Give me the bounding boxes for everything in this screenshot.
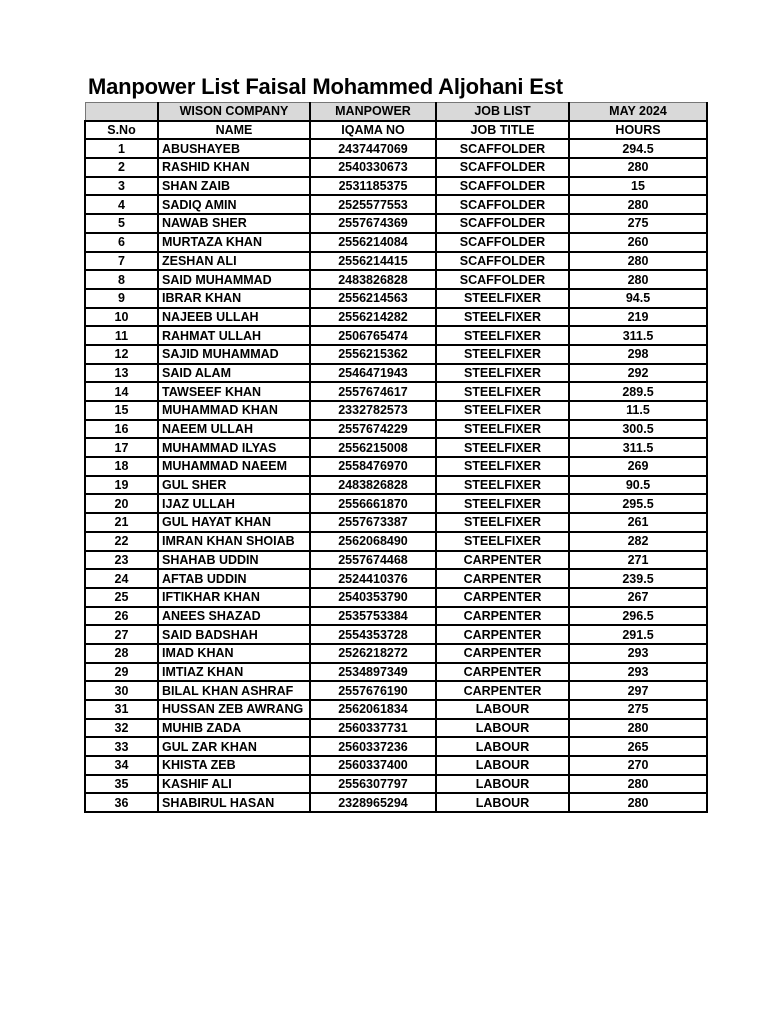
cell-sno: 21 bbox=[85, 513, 158, 532]
table-row bbox=[85, 420, 707, 439]
cell-hours: 297 bbox=[569, 681, 707, 700]
cell-iqama: 2556214282 bbox=[310, 308, 436, 327]
table-row bbox=[85, 588, 707, 607]
cell-job-title: STEELFIXER bbox=[436, 345, 569, 364]
cell-hours: 219 bbox=[569, 308, 707, 327]
cell-job-title: STEELFIXER bbox=[436, 382, 569, 401]
cell-job-title: SCAFFOLDER bbox=[436, 195, 569, 214]
cell-name: ANEES SHAZAD bbox=[158, 607, 310, 626]
table-row bbox=[85, 625, 707, 644]
cell-job-title: SCAFFOLDER bbox=[436, 214, 569, 233]
cell-sno: 20 bbox=[85, 494, 158, 513]
cell-iqama: 2556214084 bbox=[310, 233, 436, 252]
cell-iqama: 2558476970 bbox=[310, 457, 436, 476]
table-row bbox=[85, 551, 707, 570]
cell-name: GUL ZAR KHAN bbox=[158, 737, 310, 756]
cell-name: MURTAZA KHAN bbox=[158, 233, 310, 252]
cell-sno: 26 bbox=[85, 607, 158, 626]
table-row bbox=[85, 345, 707, 364]
cell-sno: 17 bbox=[85, 438, 158, 457]
cell-hours: 267 bbox=[569, 588, 707, 607]
cell-hours: 270 bbox=[569, 756, 707, 775]
cell-name: KHISTA ZEB bbox=[158, 756, 310, 775]
cell-name: IMAD KHAN bbox=[158, 644, 310, 663]
cell-name: SAJID MUHAMMAD bbox=[158, 345, 310, 364]
cell-name: NAJEEB ULLAH bbox=[158, 308, 310, 327]
cell-iqama: 2557674229 bbox=[310, 420, 436, 439]
cell-name: ZESHAN ALI bbox=[158, 252, 310, 271]
cell-sno: 3 bbox=[85, 177, 158, 196]
cell-job-title: LABOUR bbox=[436, 700, 569, 719]
cell-sno: 7 bbox=[85, 252, 158, 271]
cell-sno: 14 bbox=[85, 382, 158, 401]
cell-iqama: 2332782573 bbox=[310, 401, 436, 420]
cell-name: SHABIRUL HASAN bbox=[158, 793, 310, 812]
table-row bbox=[85, 457, 707, 476]
cell-hours: 280 bbox=[569, 158, 707, 177]
cell-hours: 269 bbox=[569, 457, 707, 476]
cell-sno: 4 bbox=[85, 195, 158, 214]
top-header-cell-job-list: JOB LIST bbox=[436, 103, 569, 121]
cell-sno: 24 bbox=[85, 569, 158, 588]
cell-sno: 8 bbox=[85, 270, 158, 289]
cell-iqama: 2557676190 bbox=[310, 681, 436, 700]
top-header-cell-company: WISON COMPANY bbox=[158, 103, 310, 121]
cell-name: ABUSHAYEB bbox=[158, 139, 310, 158]
cell-sno: 34 bbox=[85, 756, 158, 775]
cell-hours: 275 bbox=[569, 214, 707, 233]
table-row bbox=[85, 719, 707, 738]
cell-sno: 22 bbox=[85, 532, 158, 551]
column-header-hours: HOURS bbox=[569, 121, 707, 140]
cell-name: MUHAMMAD NAEEM bbox=[158, 457, 310, 476]
table-row bbox=[85, 644, 707, 663]
cell-name: RAHMAT ULLAH bbox=[158, 326, 310, 345]
table-row bbox=[85, 663, 707, 682]
cell-iqama: 2556214415 bbox=[310, 252, 436, 271]
table-row bbox=[85, 308, 707, 327]
cell-hours: 271 bbox=[569, 551, 707, 570]
cell-sno: 28 bbox=[85, 644, 158, 663]
cell-hours: 298 bbox=[569, 345, 707, 364]
cell-hours: 291.5 bbox=[569, 625, 707, 644]
cell-name: MUHAMMAD ILYAS bbox=[158, 438, 310, 457]
table-row bbox=[85, 158, 707, 177]
cell-sno: 31 bbox=[85, 700, 158, 719]
cell-hours: 292 bbox=[569, 364, 707, 383]
cell-name: NAWAB SHER bbox=[158, 214, 310, 233]
cell-iqama: 2525577553 bbox=[310, 195, 436, 214]
table-row bbox=[85, 270, 707, 289]
cell-iqama: 2483826828 bbox=[310, 476, 436, 495]
cell-hours: 280 bbox=[569, 793, 707, 812]
cell-iqama: 2557673387 bbox=[310, 513, 436, 532]
cell-job-title: STEELFIXER bbox=[436, 308, 569, 327]
table-row bbox=[85, 681, 707, 700]
cell-iqama: 2556215008 bbox=[310, 438, 436, 457]
cell-sno: 35 bbox=[85, 775, 158, 794]
cell-job-title: LABOUR bbox=[436, 775, 569, 794]
cell-iqama: 2556214563 bbox=[310, 289, 436, 308]
table-row bbox=[85, 700, 707, 719]
cell-name: SHAHAB UDDIN bbox=[158, 551, 310, 570]
cell-hours: 300.5 bbox=[569, 420, 707, 439]
cell-sno: 23 bbox=[85, 551, 158, 570]
table-row bbox=[85, 382, 707, 401]
cell-name: GUL HAYAT KHAN bbox=[158, 513, 310, 532]
cell-job-title: SCAFFOLDER bbox=[436, 233, 569, 252]
cell-job-title: CARPENTER bbox=[436, 625, 569, 644]
cell-name: IFTIKHAR KHAN bbox=[158, 588, 310, 607]
cell-job-title: SCAFFOLDER bbox=[436, 158, 569, 177]
cell-job-title: LABOUR bbox=[436, 719, 569, 738]
cell-sno: 27 bbox=[85, 625, 158, 644]
table-row bbox=[85, 438, 707, 457]
cell-sno: 32 bbox=[85, 719, 158, 738]
cell-sno: 16 bbox=[85, 420, 158, 439]
cell-job-title: STEELFIXER bbox=[436, 326, 569, 345]
cell-iqama: 2557674369 bbox=[310, 214, 436, 233]
table-row bbox=[85, 364, 707, 383]
cell-iqama: 2328965294 bbox=[310, 793, 436, 812]
cell-iqama: 2557674617 bbox=[310, 382, 436, 401]
cell-hours: 275 bbox=[569, 700, 707, 719]
cell-iqama: 2560337731 bbox=[310, 719, 436, 738]
cell-sno: 13 bbox=[85, 364, 158, 383]
cell-sno: 11 bbox=[85, 326, 158, 345]
cell-job-title: CARPENTER bbox=[436, 569, 569, 588]
cell-hours: 289.5 bbox=[569, 382, 707, 401]
cell-iqama: 2483826828 bbox=[310, 270, 436, 289]
cell-job-title: STEELFIXER bbox=[436, 494, 569, 513]
cell-sno: 1 bbox=[85, 139, 158, 158]
cell-iqama: 2531185375 bbox=[310, 177, 436, 196]
cell-job-title: STEELFIXER bbox=[436, 401, 569, 420]
cell-job-title: STEELFIXER bbox=[436, 476, 569, 495]
table-row bbox=[85, 401, 707, 420]
cell-name: IMRAN KHAN SHOIAB bbox=[158, 532, 310, 551]
cell-sno: 25 bbox=[85, 588, 158, 607]
table-row bbox=[85, 737, 707, 756]
cell-name: SADIQ AMIN bbox=[158, 195, 310, 214]
cell-name: SAID MUHAMMAD bbox=[158, 270, 310, 289]
column-header-job-title: JOB TITLE bbox=[436, 121, 569, 140]
cell-sno: 15 bbox=[85, 401, 158, 420]
cell-job-title: STEELFIXER bbox=[436, 513, 569, 532]
table-top-header-row bbox=[85, 103, 707, 121]
cell-iqama: 2526218272 bbox=[310, 644, 436, 663]
cell-iqama: 2524410376 bbox=[310, 569, 436, 588]
cell-name: GUL SHER bbox=[158, 476, 310, 495]
cell-name: MUHIB ZADA bbox=[158, 719, 310, 738]
table-row bbox=[85, 195, 707, 214]
cell-iqama: 2437447069 bbox=[310, 139, 436, 158]
cell-hours: 296.5 bbox=[569, 607, 707, 626]
cell-job-title: LABOUR bbox=[436, 793, 569, 812]
cell-job-title: SCAFFOLDER bbox=[436, 139, 569, 158]
cell-name: IJAZ ULLAH bbox=[158, 494, 310, 513]
table-row bbox=[85, 532, 707, 551]
manpower-table bbox=[84, 102, 708, 813]
cell-name: RASHID KHAN bbox=[158, 158, 310, 177]
cell-sno: 12 bbox=[85, 345, 158, 364]
column-header-name: NAME bbox=[158, 121, 310, 140]
cell-hours: 294.5 bbox=[569, 139, 707, 158]
cell-iqama: 2560337400 bbox=[310, 756, 436, 775]
page-title: Manpower List Faisal Mohammed Aljohani Est bbox=[88, 74, 563, 99]
cell-job-title: CARPENTER bbox=[436, 663, 569, 682]
top-header-cell-blank bbox=[85, 103, 158, 121]
cell-sno: 18 bbox=[85, 457, 158, 476]
table-row bbox=[85, 326, 707, 345]
cell-job-title: STEELFIXER bbox=[436, 289, 569, 308]
cell-iqama: 2562068490 bbox=[310, 532, 436, 551]
cell-job-title: CARPENTER bbox=[436, 681, 569, 700]
cell-iqama: 2506765474 bbox=[310, 326, 436, 345]
cell-sno: 2 bbox=[85, 158, 158, 177]
cell-iqama: 2557674468 bbox=[310, 551, 436, 570]
cell-iqama: 2556215362 bbox=[310, 345, 436, 364]
table-row bbox=[85, 756, 707, 775]
cell-iqama: 2535753384 bbox=[310, 607, 436, 626]
cell-job-title: STEELFIXER bbox=[436, 532, 569, 551]
table-row bbox=[85, 214, 707, 233]
cell-iqama: 2562061834 bbox=[310, 700, 436, 719]
cell-name: SHAN ZAIB bbox=[158, 177, 310, 196]
table-body bbox=[85, 139, 707, 812]
table-row bbox=[85, 252, 707, 271]
cell-name: SAID BADSHAH bbox=[158, 625, 310, 644]
cell-job-title: STEELFIXER bbox=[436, 420, 569, 439]
cell-hours: 282 bbox=[569, 532, 707, 551]
cell-job-title: SCAFFOLDER bbox=[436, 252, 569, 271]
cell-iqama: 2540330673 bbox=[310, 158, 436, 177]
cell-name: KASHIF ALI bbox=[158, 775, 310, 794]
cell-job-title: SCAFFOLDER bbox=[436, 270, 569, 289]
cell-sno: 36 bbox=[85, 793, 158, 812]
cell-hours: 94.5 bbox=[569, 289, 707, 308]
cell-name: AFTAB UDDIN bbox=[158, 569, 310, 588]
table-row bbox=[85, 177, 707, 196]
cell-iqama: 2534897349 bbox=[310, 663, 436, 682]
cell-job-title: CARPENTER bbox=[436, 551, 569, 570]
cell-hours: 11.5 bbox=[569, 401, 707, 420]
cell-job-title: CARPENTER bbox=[436, 607, 569, 626]
cell-hours: 90.5 bbox=[569, 476, 707, 495]
table-column-header-row bbox=[85, 121, 707, 140]
table-row bbox=[85, 607, 707, 626]
cell-sno: 30 bbox=[85, 681, 158, 700]
cell-job-title: CARPENTER bbox=[436, 644, 569, 663]
cell-hours: 280 bbox=[569, 195, 707, 214]
cell-name: SAID ALAM bbox=[158, 364, 310, 383]
cell-hours: 280 bbox=[569, 252, 707, 271]
cell-name: IBRAR KHAN bbox=[158, 289, 310, 308]
cell-hours: 261 bbox=[569, 513, 707, 532]
column-header-iqama: IQAMA NO bbox=[310, 121, 436, 140]
cell-hours: 260 bbox=[569, 233, 707, 252]
cell-hours: 293 bbox=[569, 644, 707, 663]
cell-job-title: LABOUR bbox=[436, 737, 569, 756]
cell-hours: 311.5 bbox=[569, 326, 707, 345]
cell-iqama: 2556661870 bbox=[310, 494, 436, 513]
cell-job-title: STEELFIXER bbox=[436, 438, 569, 457]
table-row bbox=[85, 513, 707, 532]
cell-name: NAEEM ULLAH bbox=[158, 420, 310, 439]
cell-job-title: LABOUR bbox=[436, 756, 569, 775]
cell-job-title: STEELFIXER bbox=[436, 457, 569, 476]
table-row bbox=[85, 793, 707, 812]
cell-job-title: STEELFIXER bbox=[436, 364, 569, 383]
cell-hours: 295.5 bbox=[569, 494, 707, 513]
table-row bbox=[85, 494, 707, 513]
cell-iqama: 2556307797 bbox=[310, 775, 436, 794]
cell-iqama: 2546471943 bbox=[310, 364, 436, 383]
cell-iqama: 2554353728 bbox=[310, 625, 436, 644]
cell-iqama: 2540353790 bbox=[310, 588, 436, 607]
cell-iqama: 2560337236 bbox=[310, 737, 436, 756]
top-header-cell-month: MAY 2024 bbox=[569, 103, 707, 121]
cell-hours: 15 bbox=[569, 177, 707, 196]
cell-sno: 9 bbox=[85, 289, 158, 308]
cell-hours: 280 bbox=[569, 719, 707, 738]
column-header-sno: S.No bbox=[85, 121, 158, 140]
cell-sno: 5 bbox=[85, 214, 158, 233]
cell-job-title: CARPENTER bbox=[436, 588, 569, 607]
cell-sno: 6 bbox=[85, 233, 158, 252]
cell-name: HUSSAN ZEB AWRANG bbox=[158, 700, 310, 719]
cell-name: TAWSEEF KHAN bbox=[158, 382, 310, 401]
cell-hours: 239.5 bbox=[569, 569, 707, 588]
cell-hours: 280 bbox=[569, 270, 707, 289]
cell-sno: 33 bbox=[85, 737, 158, 756]
cell-name: MUHAMMAD KHAN bbox=[158, 401, 310, 420]
table-row bbox=[85, 476, 707, 495]
cell-hours: 265 bbox=[569, 737, 707, 756]
cell-job-title: SCAFFOLDER bbox=[436, 177, 569, 196]
cell-hours: 293 bbox=[569, 663, 707, 682]
table-row bbox=[85, 569, 707, 588]
cell-name: IMTIAZ KHAN bbox=[158, 663, 310, 682]
cell-sno: 10 bbox=[85, 308, 158, 327]
table-row bbox=[85, 289, 707, 308]
table-row bbox=[85, 775, 707, 794]
cell-sno: 19 bbox=[85, 476, 158, 495]
top-header-cell-manpower: MANPOWER bbox=[310, 103, 436, 121]
cell-hours: 280 bbox=[569, 775, 707, 794]
cell-hours: 311.5 bbox=[569, 438, 707, 457]
table-row bbox=[85, 139, 707, 158]
cell-name: BILAL KHAN ASHRAF bbox=[158, 681, 310, 700]
table-row bbox=[85, 233, 707, 252]
cell-sno: 29 bbox=[85, 663, 158, 682]
